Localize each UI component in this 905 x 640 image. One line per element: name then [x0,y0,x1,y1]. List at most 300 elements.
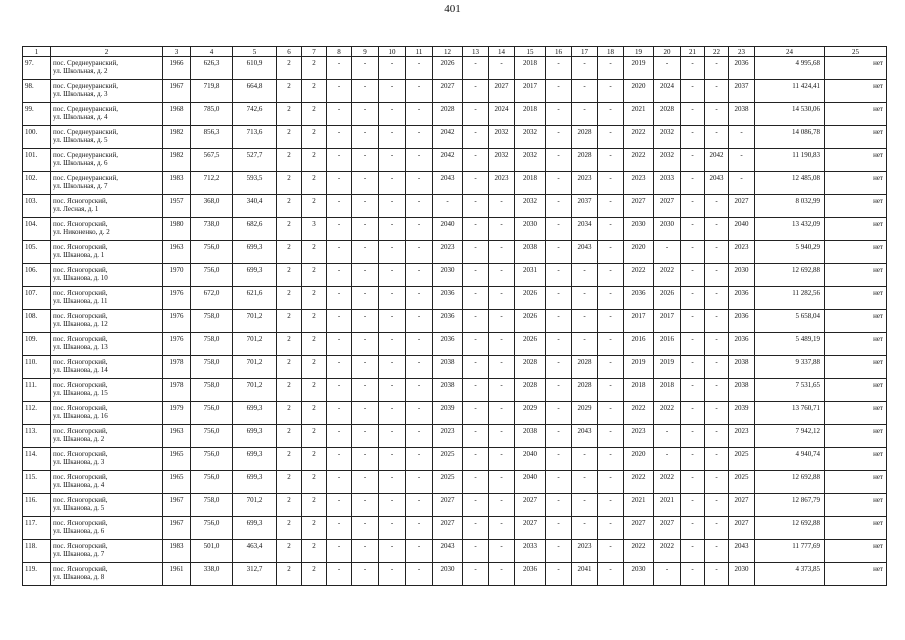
row-number-cell: 106. [23,264,51,287]
value-cell: 756,0 [191,402,233,425]
value-cell: - [598,494,624,517]
flag-cell: нет [825,103,887,126]
value-cell: - [729,172,755,195]
value-cell: - [406,425,433,448]
address-settlement: пос. Ясногорский, [53,312,108,320]
value-cell: - [406,80,433,103]
column-number-header: 16 [546,47,572,57]
value-cell: 2034 [572,218,598,241]
value-cell: - [598,287,624,310]
column-number-header: 1 [23,47,51,57]
value-cell: 2018 [654,379,681,402]
value-cell: 2019 [654,356,681,379]
cost-cell: 4 940,74 [755,448,825,471]
value-cell: - [489,448,515,471]
page-number: 401 [444,3,461,15]
table-row [23,425,887,448]
column-number-header: 19 [624,47,654,57]
value-cell: 2 [302,379,327,402]
value-cell: - [463,57,489,80]
value-cell: - [433,195,463,218]
address-settlement: пос. Среднеуранский, [53,128,119,136]
row-number-cell: 109. [23,333,51,356]
value-cell: 2020 [624,241,654,264]
value-cell: - [327,218,352,241]
value-cell: - [327,264,352,287]
value-cell: - [705,287,729,310]
value-cell: - [546,494,572,517]
value-cell: 2023 [489,172,515,195]
address-cell [51,195,163,218]
value-cell: 713,6 [233,126,277,149]
value-cell: 2032 [654,149,681,172]
address-cell [51,563,163,586]
column-number-header: 15 [515,47,546,57]
value-cell: - [327,356,352,379]
address-cell [51,241,163,264]
address-cell [51,149,163,172]
value-cell: 2029 [515,402,546,425]
address-settlement: пос. Ясногорский, [53,450,108,458]
value-cell: 2022 [624,264,654,287]
value-cell: - [572,448,598,471]
value-cell: - [352,287,379,310]
value-cell: - [406,172,433,195]
value-cell: - [352,218,379,241]
cost-cell: 12 692,88 [755,471,825,494]
value-cell: - [681,264,705,287]
value-cell: 2 [277,241,302,264]
value-cell: 2036 [729,57,755,80]
value-cell: 2016 [654,333,681,356]
value-cell: - [654,448,681,471]
value-cell: 2043 [433,540,463,563]
value-cell: 2019 [624,57,654,80]
row-number-cell: 117. [23,517,51,540]
table-row [23,287,887,310]
value-cell: - [379,218,406,241]
value-cell: 1967 [163,80,191,103]
value-cell: - [327,149,352,172]
value-cell: - [463,264,489,287]
cost-cell: 12 867,79 [755,494,825,517]
value-cell: - [681,310,705,333]
value-cell: 2019 [624,356,654,379]
cost-cell: 13 760,71 [755,402,825,425]
value-cell: - [489,517,515,540]
cost-cell: 7 942,12 [755,425,825,448]
value-cell: 2023 [572,172,598,195]
value-cell: - [572,287,598,310]
value-cell: - [379,471,406,494]
value-cell: - [572,333,598,356]
address-cell [51,540,163,563]
column-number-header: 3 [163,47,191,57]
value-cell: - [546,218,572,241]
value-cell: - [463,149,489,172]
flag-cell: нет [825,264,887,287]
value-cell: 2036 [433,310,463,333]
value-cell: - [546,563,572,586]
value-cell: 699,3 [233,402,277,425]
value-cell: - [489,540,515,563]
value-cell: 2036 [515,563,546,586]
value-cell: 2024 [654,80,681,103]
value-cell: 1967 [163,517,191,540]
value-cell: 699,3 [233,241,277,264]
address-street: ул. Шканова, д. 6 [53,527,105,535]
column-number-header: 25 [825,47,887,57]
value-cell: 2028 [515,356,546,379]
column-number-header: 6 [277,47,302,57]
value-cell: - [406,103,433,126]
value-cell: - [379,149,406,172]
value-cell: - [463,310,489,333]
value-cell: - [352,494,379,517]
column-number-header: 8 [327,47,352,57]
address-cell [51,379,163,402]
value-cell: - [327,471,352,494]
row-number-cell: 97. [23,57,51,80]
value-cell: - [327,172,352,195]
row-number-cell: 111. [23,379,51,402]
value-cell: 1957 [163,195,191,218]
row-number-cell: 104. [23,218,51,241]
address-settlement: пос. Ясногорский, [53,289,108,297]
value-cell: 2 [277,540,302,563]
value-cell: - [463,195,489,218]
value-cell: 2040 [433,218,463,241]
value-cell: 2032 [489,126,515,149]
value-cell: 3 [302,218,327,241]
flag-cell: нет [825,195,887,218]
value-cell: 682,6 [233,218,277,241]
address-settlement: пос. Ясногорский, [53,404,108,412]
value-cell: - [379,287,406,310]
value-cell: 2027 [433,80,463,103]
cost-cell: 4 995,68 [755,57,825,80]
value-cell: 2028 [433,103,463,126]
value-cell: 2032 [515,195,546,218]
value-cell: 2021 [624,103,654,126]
value-cell: 2 [302,333,327,356]
value-cell: 2025 [433,448,463,471]
value-cell: - [572,517,598,540]
address-settlement: пос. Ясногорский, [53,473,108,481]
value-cell: - [598,264,624,287]
address-street: ул. Шканова, д. 16 [53,412,108,420]
value-cell: - [546,517,572,540]
value-cell: - [705,517,729,540]
address-cell [51,402,163,425]
value-cell: - [406,310,433,333]
value-cell: - [681,218,705,241]
value-cell: - [463,80,489,103]
value-cell: - [406,540,433,563]
value-cell: 1965 [163,448,191,471]
cost-cell: 12 692,88 [755,517,825,540]
row-number-cell: 102. [23,172,51,195]
value-cell: - [572,103,598,126]
value-cell: 2027 [729,494,755,517]
value-cell: 2016 [624,333,654,356]
value-cell: - [705,264,729,287]
value-cell: 2 [302,149,327,172]
value-cell: - [681,425,705,448]
address-cell [51,356,163,379]
table-row [23,448,887,471]
value-cell: - [489,379,515,402]
value-cell: - [379,172,406,195]
value-cell: - [489,264,515,287]
value-cell: - [489,563,515,586]
value-cell: 2038 [515,241,546,264]
address-cell [51,172,163,195]
value-cell: 2043 [572,425,598,448]
value-cell: - [406,563,433,586]
value-cell: 1967 [163,494,191,517]
value-cell: - [598,218,624,241]
address-street: ул. Шканова, д. 13 [53,343,108,351]
value-cell: - [705,540,729,563]
value-cell: 368,0 [191,195,233,218]
value-cell: - [489,471,515,494]
value-cell: 2038 [729,103,755,126]
value-cell: - [681,57,705,80]
address-cell [51,57,163,80]
address-cell [51,425,163,448]
value-cell: - [352,103,379,126]
value-cell: 2027 [624,195,654,218]
row-number-cell: 103. [23,195,51,218]
column-number-header: 5 [233,47,277,57]
table-body [23,57,887,586]
value-cell: - [546,540,572,563]
column-number-header: 2 [51,47,163,57]
value-cell: - [598,126,624,149]
value-cell: - [327,80,352,103]
value-cell: - [705,103,729,126]
value-cell: 2 [277,402,302,425]
value-cell: - [327,563,352,586]
value-cell: - [379,494,406,517]
value-cell: 672,0 [191,287,233,310]
value-cell: - [598,379,624,402]
value-cell: 2 [277,57,302,80]
table-row [23,103,887,126]
column-number-header: 7 [302,47,327,57]
value-cell: - [705,126,729,149]
value-cell: - [379,425,406,448]
address-settlement: пос. Ясногорский, [53,335,108,343]
value-cell: - [598,149,624,172]
value-cell: - [463,494,489,517]
value-cell: 2 [302,494,327,517]
value-cell: 2 [302,195,327,218]
value-cell: 2018 [624,379,654,402]
value-cell: - [598,333,624,356]
value-cell: - [598,517,624,540]
value-cell: - [572,264,598,287]
value-cell: 2 [302,172,327,195]
value-cell: 2017 [624,310,654,333]
value-cell: - [546,103,572,126]
column-number-header: 17 [572,47,598,57]
value-cell: 1961 [163,563,191,586]
address-street: ул. Школьная, д. 4 [53,113,108,121]
value-cell: 2033 [515,540,546,563]
value-cell: - [546,241,572,264]
value-cell: - [327,494,352,517]
value-cell: 2025 [729,471,755,494]
value-cell: - [654,241,681,264]
value-cell: 2027 [433,517,463,540]
value-cell: 2032 [515,126,546,149]
row-number-cell: 116. [23,494,51,517]
value-cell: 2027 [515,494,546,517]
value-cell: 2022 [624,471,654,494]
address-street: ул. Шканова, д. 5 [53,504,105,512]
value-cell: - [681,103,705,126]
address-settlement: пос. Ясногорский, [53,519,108,527]
value-cell: 2038 [729,356,755,379]
value-cell: - [598,402,624,425]
address-cell [51,517,163,540]
address-settlement: пос. Ясногорский, [53,381,108,389]
value-cell: 1976 [163,287,191,310]
flag-cell: нет [825,333,887,356]
value-cell: 2 [277,379,302,402]
value-cell: - [705,218,729,241]
address-settlement: пос. Ясногорский, [53,427,108,435]
value-cell: - [352,379,379,402]
address-street: ул. Шканова, д. 14 [53,366,108,374]
table-row [23,356,887,379]
value-cell: - [572,57,598,80]
value-cell: 2030 [654,218,681,241]
value-cell: - [598,425,624,448]
value-cell: 2038 [729,379,755,402]
value-cell: - [463,241,489,264]
value-cell: 2 [302,448,327,471]
value-cell: - [729,149,755,172]
value-cell: - [546,126,572,149]
value-cell: 2027 [624,517,654,540]
address-cell [51,218,163,241]
value-cell: 742,6 [233,103,277,126]
value-cell: 738,0 [191,218,233,241]
value-cell: 1979 [163,402,191,425]
value-cell: 2025 [729,448,755,471]
value-cell: 712,2 [191,172,233,195]
value-cell: - [327,126,352,149]
value-cell: - [705,448,729,471]
value-cell: 463,4 [233,540,277,563]
value-cell: 2030 [433,264,463,287]
value-cell: - [352,563,379,586]
cost-cell: 5 940,29 [755,241,825,264]
value-cell: - [463,103,489,126]
value-cell: - [546,80,572,103]
value-cell: - [681,126,705,149]
value-cell: - [546,379,572,402]
flag-cell: нет [825,494,887,517]
value-cell: - [546,287,572,310]
value-cell: 2 [277,126,302,149]
column-number-header: 9 [352,47,379,57]
value-cell: 699,3 [233,448,277,471]
value-cell: 2042 [433,126,463,149]
address-settlement: пос. Ясногорский, [53,496,108,504]
value-cell: - [352,80,379,103]
address-street: ул. Шканова, д. 7 [53,550,105,558]
value-cell: - [598,57,624,80]
value-cell: - [681,517,705,540]
value-cell: - [681,471,705,494]
value-cell: - [463,218,489,241]
value-cell: - [352,471,379,494]
row-number-cell: 101. [23,149,51,172]
table-row [23,402,887,425]
value-cell: - [379,540,406,563]
value-cell: 2023 [433,241,463,264]
cost-cell: 4 373,85 [755,563,825,586]
value-cell: 758,0 [191,310,233,333]
value-cell: - [705,379,729,402]
column-number-header: 22 [705,47,729,57]
value-cell: 2023 [624,425,654,448]
cost-cell: 12 692,88 [755,264,825,287]
value-cell: 2 [302,356,327,379]
value-cell: - [489,241,515,264]
address-cell [51,287,163,310]
table-row [23,517,887,540]
value-cell: - [681,195,705,218]
value-cell: - [463,287,489,310]
value-cell: 2024 [489,103,515,126]
value-cell: 2 [302,310,327,333]
value-cell: 701,2 [233,356,277,379]
value-cell: - [379,448,406,471]
value-cell: - [546,402,572,425]
value-cell: - [463,356,489,379]
value-cell: - [379,103,406,126]
value-cell: - [406,126,433,149]
value-cell: 756,0 [191,264,233,287]
value-cell: 1982 [163,149,191,172]
value-cell: 2 [277,218,302,241]
address-street: ул. Шканова, д. 3 [53,458,105,466]
value-cell: 2022 [624,540,654,563]
value-cell: - [546,333,572,356]
value-cell: 2022 [654,402,681,425]
value-cell: - [327,103,352,126]
flag-cell: нет [825,80,887,103]
value-cell: - [379,126,406,149]
value-cell: - [654,563,681,586]
value-cell: - [379,241,406,264]
value-cell: - [327,195,352,218]
value-cell: 2 [277,310,302,333]
value-cell: - [327,287,352,310]
row-number-cell: 105. [23,241,51,264]
address-settlement: пос. Ясногорский, [53,542,108,550]
value-cell: 2023 [729,241,755,264]
flag-cell: нет [825,471,887,494]
value-cell: - [681,494,705,517]
flag-cell: нет [825,563,887,586]
value-cell: - [379,57,406,80]
